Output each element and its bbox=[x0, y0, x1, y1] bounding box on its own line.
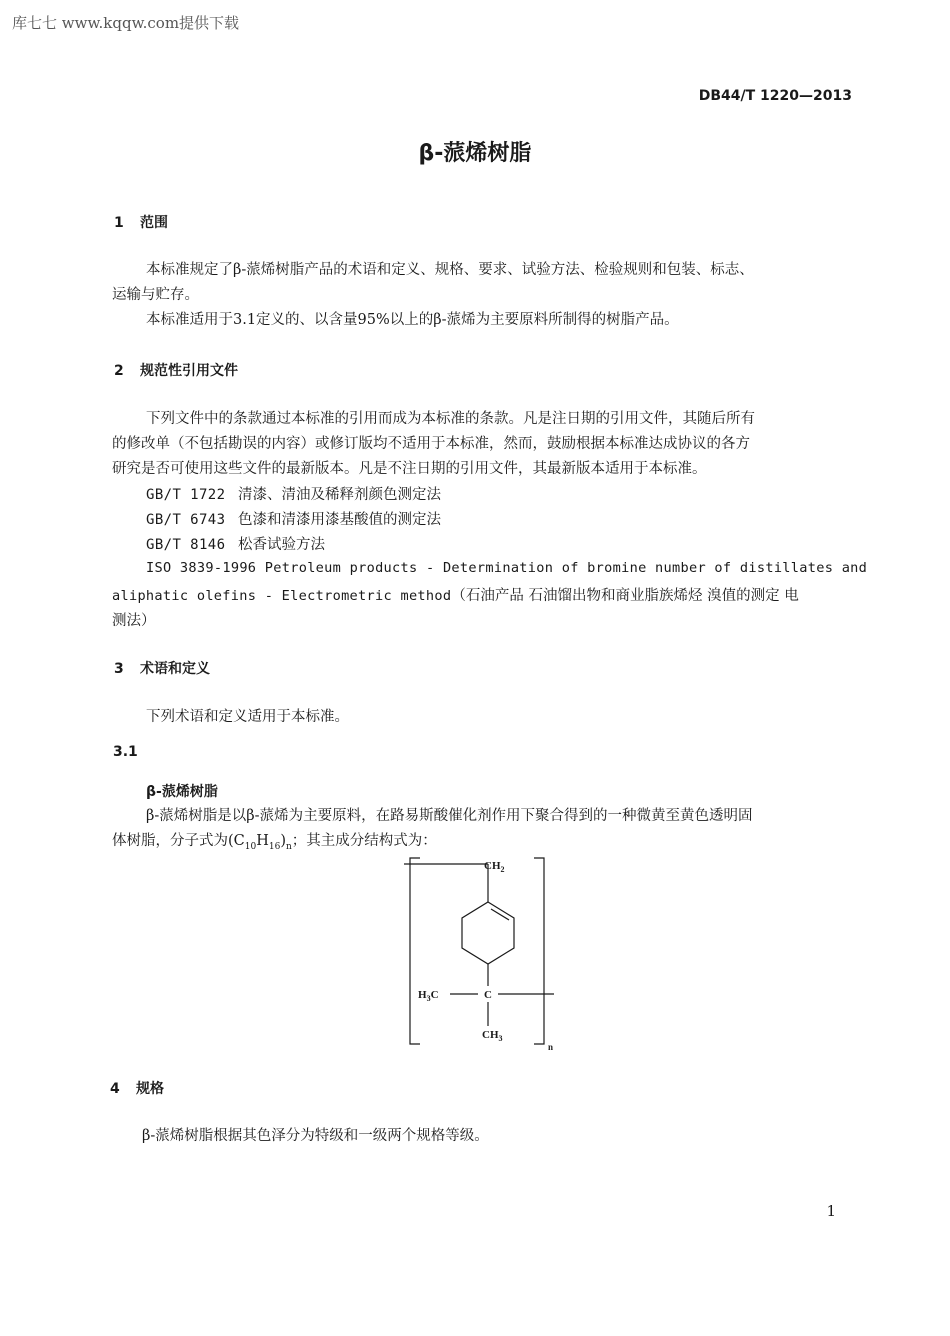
reference-item bbox=[146, 508, 441, 529]
paragraph: 本标准适用于3.1定义的、以含量95%以上的β-蒎烯为主要原料所制得的树脂产品。 bbox=[146, 312, 679, 328]
paragraph: 运输与贮存。 bbox=[112, 287, 199, 303]
term-heading: β-蒎烯树脂 bbox=[146, 784, 218, 800]
right-bracket bbox=[534, 858, 544, 1044]
central-carbon-label: C bbox=[484, 989, 492, 1001]
page-title: β-蒎烯树脂 bbox=[418, 141, 532, 166]
definition-segment: ；其主成分结构式为： bbox=[291, 833, 437, 849]
reference-item bbox=[146, 533, 325, 554]
section-number: 4 bbox=[110, 1081, 120, 1097]
watermark: 库七七 www.kqqw.com提供下载 bbox=[12, 14, 240, 32]
paragraph: 的修改单（不包括勘误的内容）或修订版均不适用于本标准，然而，鼓励根据本标准达成协议的各方 bbox=[112, 436, 750, 452]
definition-text bbox=[112, 829, 437, 860]
paragraph: 下列文件中的条款通过本标准的引用而成为本标准的条款。凡是注日期的引用文件，其随后所有 bbox=[146, 411, 755, 427]
section-title: 规格 bbox=[136, 1081, 164, 1097]
document-number: DB44/T 1220—2013 bbox=[698, 88, 852, 104]
paragraph: 下列术语和定义适用于本标准。 bbox=[146, 709, 349, 725]
left-bracket bbox=[410, 858, 420, 1044]
definition-segment: 体树脂，分子式为(C bbox=[112, 833, 245, 849]
reference-name: 清漆、清油及稀释剂颜色测定法 bbox=[238, 487, 441, 503]
iso-chinese-title: （石油产品 石油馏出物和商业脂族烯烃 溴值的测定 电 bbox=[451, 588, 799, 604]
section-3-heading bbox=[114, 658, 210, 678]
subscript: 16 bbox=[268, 841, 281, 852]
iso-reference-line: 测法） bbox=[112, 613, 156, 629]
section-title: 规范性引用文件 bbox=[140, 363, 238, 379]
subsection-number: 3.1 bbox=[113, 744, 138, 760]
cyclohexene-ring bbox=[462, 902, 514, 964]
repeat-count-label: n bbox=[548, 1042, 554, 1052]
paragraph: 本标准规定了β-蒎烯树脂产品的术语和定义、规格、要求、试验方法、检验规则和包装、标志、 bbox=[146, 262, 754, 278]
reference-item bbox=[146, 483, 441, 504]
section-title: 范围 bbox=[140, 215, 168, 231]
ch2-label: $CH_2$ bbox=[484, 860, 505, 874]
iso-reference-line: ISO 3839-1996 Petroleum products - Determination of bromine number of distillates and bbox=[146, 560, 868, 576]
reference-name: 色漆和清漆用漆基酸值的测定法 bbox=[238, 512, 441, 528]
definition-text: β-蒎烯树脂是以β-蒎烯为主要原料，在路易斯酸催化剂作用下聚合得到的一种微黄至黄色透明固 bbox=[146, 808, 753, 824]
subscript: n bbox=[286, 841, 292, 852]
reference-name: 松香试验方法 bbox=[238, 537, 325, 553]
section-4-heading bbox=[110, 1078, 164, 1098]
section-number: 3 bbox=[114, 661, 124, 677]
iso-english-title: aliphatic olefins - Electrometric method bbox=[112, 588, 452, 604]
paragraph: β-蒎烯树脂根据其色泽分为特级和一级两个规格等级。 bbox=[142, 1128, 489, 1144]
section-number: 1 bbox=[114, 215, 124, 231]
definition-segment: H bbox=[256, 833, 269, 849]
reference-code: GB/T 1722 bbox=[146, 487, 226, 503]
reference-code: GB/T 6743 bbox=[146, 512, 226, 528]
paragraph: 研究是否可使用这些文件的最新版本。凡是不注日期的引用文件，其最新版本适用于本标准。 bbox=[112, 461, 707, 477]
section-number: 2 bbox=[114, 363, 124, 379]
section-2-heading bbox=[114, 360, 238, 380]
definition-segment: ) bbox=[280, 833, 286, 849]
h3c-label: $H_3C$ bbox=[418, 989, 439, 1003]
reference-code: GB/T 8146 bbox=[146, 537, 226, 553]
section-1-heading bbox=[114, 212, 168, 232]
structural-formula bbox=[390, 852, 570, 1052]
ch3-label: $CH_3$ bbox=[482, 1029, 503, 1043]
iso-reference-line bbox=[112, 584, 799, 605]
page-number: 1 bbox=[826, 1202, 836, 1220]
section-title: 术语和定义 bbox=[140, 661, 210, 677]
subscript: 10 bbox=[244, 841, 257, 852]
ring-double-bond bbox=[491, 909, 509, 920]
